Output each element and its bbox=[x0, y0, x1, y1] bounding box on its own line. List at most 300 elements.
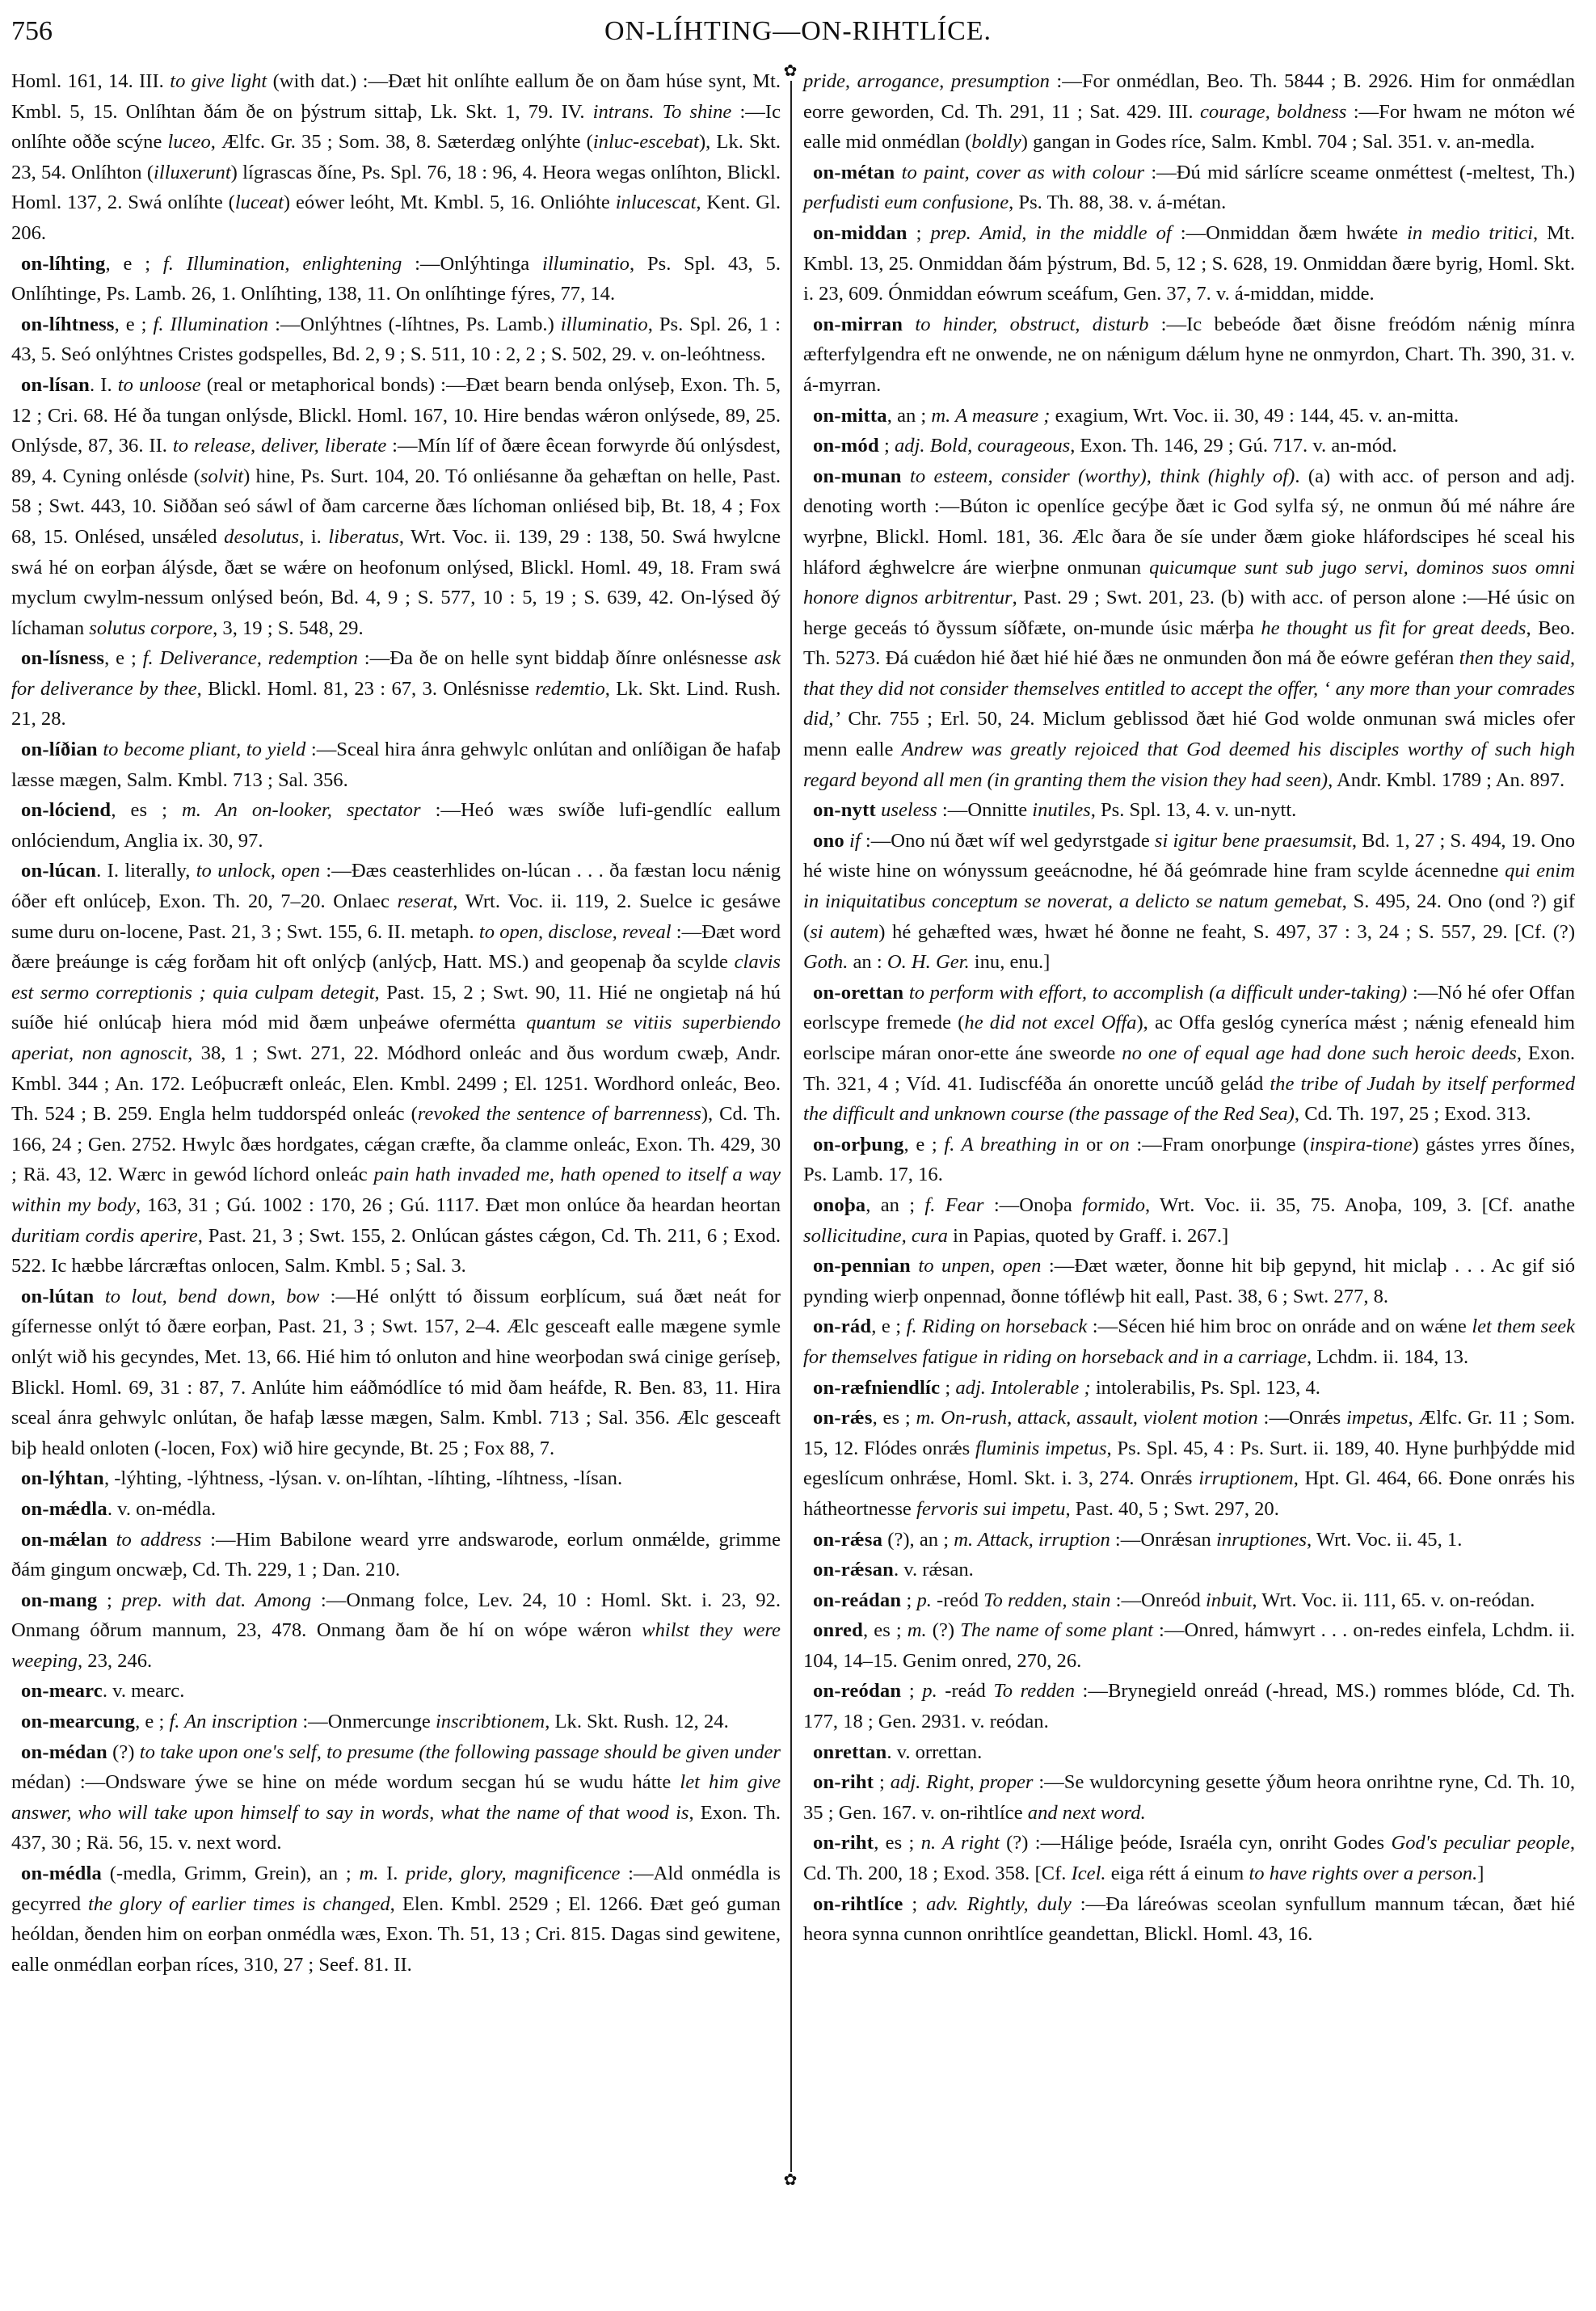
text: (?), an ; bbox=[882, 1528, 954, 1551]
text bbox=[895, 162, 901, 183]
text: ) lígrascas ðíne, Ps. Spl. 76, 18 : 96, 4. Heora wegas onlíhton, Blickl. Homl. 137, 2. Swá onlíhte ( bbox=[11, 161, 781, 214]
text: :—Ðæs ceasterhlides on-lúcan . . . ða fæstan locu nǽnig óðer eft onlúceþ, Exon. Th. 20, 7–20. Onlaec bbox=[11, 860, 781, 913]
headword: on-reádan bbox=[813, 1589, 902, 1611]
italic-text: to unpen, open bbox=[918, 1255, 1042, 1278]
text: :—For onmédlan, Beo. Th. 5844 ; B. 2926. Him for onmǽdlan eorre geworden, Cd. Th. 291, 11 ; Sat. 429. III. bbox=[803, 70, 1575, 123]
text: , Ps. Spl. 43, 5. Onlíhtinge, Ps. Lamb. 26, 1. Onlíhting, 138, 11. On onlíhtinge fýres, 77, 14. bbox=[11, 252, 781, 305]
text: ), Lk. Skt. 23, 54. Onlíhton ( bbox=[11, 131, 781, 183]
headword: onred bbox=[813, 1619, 864, 1642]
text: . v. on-médla. bbox=[107, 1497, 217, 1520]
text: :—Ono nú ðæt wíf wel gedyrstgade bbox=[860, 829, 1155, 852]
headword: ono bbox=[813, 829, 844, 852]
text bbox=[903, 982, 909, 1004]
italic-text: luceo bbox=[167, 131, 211, 154]
dictionary-entry bbox=[11, 1585, 781, 1677]
text: , Ps. Th. 88, 38. v. á-métan. bbox=[1009, 192, 1227, 214]
italic-text: he did not excel Offa bbox=[964, 1012, 1137, 1034]
text: :—Onmang folce, Lev. 24, 10 : Homl. Skt. i. 23, 92. Onmang óðrum mannum, 23, 478. Onmang ðam ðe hí on wópe wǽron bbox=[11, 1589, 781, 1642]
italic-text: to have rights over a person. bbox=[1249, 1863, 1478, 1885]
running-head: ON-LÍHTING—ON-RIHTLÍCE. bbox=[604, 16, 992, 46]
italic-text: f. Riding on horseback bbox=[906, 1315, 1088, 1338]
italic-text: fervoris sui impetu bbox=[916, 1497, 1066, 1520]
text: ) gangan in Godes ríce, Salm. Kmbl. 704 ; Sal. 351. v. an-medla. bbox=[1021, 131, 1535, 154]
text: :—Fram onorþunge ( bbox=[1129, 1133, 1310, 1156]
text: :—Onrǽsan bbox=[1110, 1528, 1216, 1551]
headword: on-mǽdla bbox=[21, 1497, 107, 1520]
dictionary-entry bbox=[11, 643, 781, 735]
italic-text: to perform with effort, to accomplish (a difficult under-taking) bbox=[908, 981, 1408, 1004]
headword: on-middan bbox=[813, 221, 907, 244]
italic-text: to lout, bend down, bow bbox=[104, 1285, 320, 1307]
headword: on-mearc bbox=[21, 1680, 103, 1703]
text: , an ; bbox=[886, 404, 932, 427]
text: :—Onrǽs bbox=[1257, 1407, 1346, 1429]
text: , Lk. Skt. Rush. 12, 24. bbox=[545, 1711, 729, 1733]
dictionary-entry bbox=[11, 249, 781, 309]
italic-text: no one of equal age had done such heroic deeds bbox=[1122, 1042, 1517, 1064]
italic-text: to unloose bbox=[117, 373, 201, 396]
dictionary-entry bbox=[803, 1767, 1575, 1828]
italic-text: let them seek for themselves fatigue in riding on horseback and in a carriage bbox=[803, 1315, 1575, 1368]
text: :—Onoþa bbox=[983, 1193, 1083, 1216]
dictionary-entry bbox=[11, 1676, 781, 1707]
text: , Wrt. Voc. ii. 45, 1. bbox=[1306, 1528, 1463, 1551]
headword: on-mearcung bbox=[21, 1711, 136, 1733]
text: -reód bbox=[931, 1589, 984, 1611]
headword: on-médla bbox=[21, 1863, 102, 1885]
text: :—Ða ðe on helle synt biddaþ ðínre onlésnesse bbox=[357, 647, 755, 670]
headword: on-riht bbox=[813, 1771, 874, 1794]
text: intolerabilis, Ps. Spl. 123, 4. bbox=[1090, 1376, 1320, 1399]
dictionary-entry bbox=[11, 735, 781, 795]
italic-text: revoked the sentence of barrenness bbox=[417, 1103, 701, 1126]
text: -reád bbox=[937, 1680, 994, 1703]
text: , Exon. Th. 146, 29 ; Gú. 717. v. an-mód. bbox=[1070, 435, 1397, 457]
text: , 38, 1 ; Swt. 271, 22. Módhord onleác and ðus wordum cwæþ, Andr. Kmbl. 344 ; An. 172. Leóþucræft onleác, Elen. Kmbl. 2499 ; El. 1251. Wordhord onleác, Beo. Th. 524 ; B. 259. Engla helm tuddorspéd onleác ( bbox=[11, 1042, 781, 1126]
italic-text: desolutus bbox=[224, 525, 300, 548]
italic-text: illuxerunt bbox=[154, 161, 231, 183]
italic-text: The name of some plant bbox=[960, 1619, 1153, 1642]
dictionary-entry bbox=[803, 431, 1575, 461]
italic-text: m. A measure ; bbox=[931, 404, 1051, 427]
text: (?) bbox=[926, 1619, 961, 1642]
text: Homl. 161, 14. III. bbox=[11, 70, 171, 92]
italic-text: inspira-tione bbox=[1309, 1133, 1413, 1156]
italic-text: adj. Bold, courageous bbox=[894, 435, 1071, 457]
dictionary-entry bbox=[803, 158, 1575, 218]
text: , Andr. Kmbl. 1789 ; An. 897. bbox=[1328, 768, 1565, 791]
italic-text: sollicitudine, cura bbox=[803, 1224, 948, 1247]
italic-text: m. bbox=[359, 1863, 379, 1885]
italic-text: courage, boldness bbox=[1199, 100, 1347, 123]
text: , Blickl. Homl. 81, 23 : 67, 3. Onlésnisse bbox=[196, 677, 536, 700]
text: médan) :—Ondsware ýwe se hine on méde wordum secgan hú se wudu hátte bbox=[11, 1771, 680, 1794]
dictionary-entry bbox=[803, 1311, 1575, 1372]
text: (real or metaphorical bonds) :—Ðæt bearn benda onlýseþ, Exon. Th. 5, 12 ; Cri. 68. Hé ða tungan onlýsde, Blickl. Homl. 167, 10. Hire bendas wǽron onlýsede, 89, 25. Onlýsde, 87, 36. II. bbox=[11, 373, 781, 457]
dictionary-entry bbox=[803, 1737, 1575, 1768]
text: ; bbox=[907, 221, 931, 244]
text: , Cd. Th. 197, 25 ; Exod. 313. bbox=[1294, 1103, 1531, 1126]
dictionary-entry bbox=[11, 1525, 781, 1585]
headword: on-rǽsa bbox=[813, 1528, 883, 1551]
italic-text: pride, arrogance, presumption bbox=[803, 70, 1050, 92]
headword: on-lísness bbox=[21, 647, 105, 670]
dictionary-entry bbox=[11, 370, 781, 643]
page-number: 756 bbox=[11, 16, 53, 46]
headword: on-lóciend bbox=[21, 799, 112, 822]
dictionary-entry bbox=[803, 1828, 1575, 1888]
text: , es ; bbox=[863, 1619, 907, 1642]
italic-text: to open, disclose, reveal bbox=[478, 920, 672, 943]
text: , 23, 246. bbox=[77, 1649, 153, 1672]
italic-text: redemtio bbox=[535, 677, 605, 700]
text: , Mt. Kmbl. 13, 25. Onmiddan ðám þýstrum, Bd. 5, 12 ; S. 628, 19. Onmiddan ðære byrig, Homl. Skt. i. 23, 609. Ónmiddan eówrum sceáfum, Gen. 37, 7. v. á-middan, midde. bbox=[803, 221, 1575, 305]
text: :—Sécen hié him broc on onráde and on wǽne bbox=[1087, 1315, 1472, 1338]
text: , Wrt. Voc. ii. 35, 75. Anoþa, 109, 3. [Cf. anathe bbox=[1145, 1193, 1576, 1216]
dictionary-entry bbox=[803, 1251, 1575, 1311]
italic-text: and next word. bbox=[1027, 1801, 1146, 1824]
italic-text: intrans. To shine bbox=[592, 100, 732, 123]
italic-text: God's peculiar people bbox=[1391, 1832, 1570, 1854]
text: , Elen. Kmbl. 2529 ; El. 1266. Ðæt geó guman heóldan, ðenden him on eorþan onmédla wæs, Exon. Th. 51, 13 ; Cri. 815. Dagas sind gewitene, ealle onmédlan eorþan ríces, 310, 27 ; Seef. 81. II. bbox=[11, 1892, 781, 1976]
headword: on-mód bbox=[813, 435, 879, 457]
italic-text: clavis est sermo correptionis ; quia culpam detegit bbox=[11, 951, 781, 1004]
headword: onoþa bbox=[813, 1193, 866, 1216]
text: , e ; bbox=[871, 1315, 907, 1338]
text: :—Hé onlýtt tó ðissum eorþlícum, suá ðæt neát for gífernesse onlýt tó ðære eorþan, Past. 21, 3 ; Swt. 157, 2–4. Ælc gesceaft ealle mægene symle onlýt wið his gecyndes, Met. 13, 66. Hié him tó onluton and hine weorþodan swá cinige geríseþ, Blickl. Homl. 69, 31 : 87, 7. Anlúte him eáðmódlíce tó mid ðam heáfde, R. Ben. 83, 11. Hira sceal ánra gehwylc onlútan, ðe hafaþ læsse mægen, Salm. Kmbl. 713 ; Sal. 356. Ælc gesceaft biþ heald onloten (-locen, Fox) wið hire gecynde, Bt. 25 ; Fox 88, 7. bbox=[11, 1285, 781, 1459]
text: ; bbox=[903, 1892, 927, 1915]
text: , e ; bbox=[135, 1711, 170, 1733]
text: :—Onnitte bbox=[937, 799, 1033, 822]
text: (with dat.) :—Ðæt hit onlíhte eallum ðe on ðam húse synt, Mt. Kmbl. 5, 15. Onlíhtan ðám ðe on þýstrum sittaþ, Lk. Skt. 1, 79. IV. bbox=[11, 70, 781, 123]
text: . v. rǽsan. bbox=[894, 1559, 974, 1581]
text: or bbox=[1079, 1133, 1110, 1156]
headword: on-líhtness bbox=[21, 313, 115, 335]
text: exagium, Wrt. Voc. ii. 30, 49 : 144, 45. v. an-mitta. bbox=[1050, 404, 1459, 427]
italic-text: useless bbox=[881, 799, 937, 822]
text: :—Se wuldorcyning gesette ýðum heora onrihtne ryne, Cd. Th. 10, 35 ; Gen. 167. v. on-rihtlíce bbox=[803, 1771, 1575, 1824]
text: :—Ðú mid sárlícre sceame onméttest (-meltest, Th.) bbox=[1144, 161, 1575, 183]
dictionary-entry bbox=[803, 309, 1575, 401]
headword: on-munan bbox=[813, 465, 902, 487]
italic-text: to become pliant, to yield bbox=[103, 739, 306, 761]
italic-text: to address bbox=[116, 1528, 202, 1551]
italic-text: inruptiones bbox=[1215, 1528, 1307, 1551]
column-divider bbox=[790, 81, 792, 2174]
text: :—Onred, hámwyrt . . . on-redes einfela, Lchdm. ii. 104, 14–15. Genim onred, 270, 26. bbox=[803, 1619, 1575, 1672]
text: , e ; bbox=[105, 252, 163, 275]
italic-text: si autem bbox=[810, 920, 879, 943]
text: , Past. 21, 3 ; Swt. 155, 2. Onlúcan gástes cǽgon, Cd. Th. 211, 6 ; Exod. 522. Ic hæbbe lárcræftas onlocen, Salm. Kmbl. 5 ; Sal. 3. bbox=[11, 1224, 781, 1278]
text: , e ; bbox=[903, 1133, 945, 1156]
text: . I. literally, bbox=[96, 860, 196, 882]
text: :—Him Babilone weard yrre andswarode, eorlum onmǽlde, grimme ðám gingum oncwæþ, Cd. Th. 229, 1 ; Dan. 210. bbox=[11, 1528, 781, 1581]
text: , Lk. Skt. Lind. Rush. 21, 28. bbox=[11, 677, 781, 730]
italic-text: prep. Amid, in the middle of bbox=[930, 221, 1172, 244]
text: ) gástes yrres ðínes, Ps. Lamb. 17, 16. bbox=[803, 1133, 1576, 1186]
text: , es ; bbox=[872, 1407, 916, 1429]
dictionary-entry bbox=[803, 1373, 1575, 1404]
italic-text: m. On-rush, attack, assault, violent motion bbox=[916, 1407, 1258, 1429]
italic-text: m. An on-looker, spectator bbox=[181, 799, 421, 822]
dictionary-entry bbox=[803, 1190, 1575, 1251]
headword: on-ræfniendlíc bbox=[813, 1376, 941, 1399]
italic-text: illuminatio bbox=[542, 252, 630, 275]
dictionary-entry bbox=[803, 978, 1575, 1130]
italic-text: si igitur bene praesumsit bbox=[1154, 829, 1352, 852]
text: , Kent. Gl. 206. bbox=[11, 192, 781, 244]
italic-text: To redden, stain bbox=[983, 1589, 1111, 1611]
headword: on-lýhtan bbox=[21, 1467, 104, 1490]
headword: onrettan bbox=[813, 1741, 887, 1763]
text: ) hé gehæfted wæs, hwæt hé ðonne ne feaht, S. 497, 37 : 3, 24 ; S. 557, 29. [Cf. (?) bbox=[878, 920, 1576, 943]
column-right bbox=[803, 66, 1575, 1950]
text: , Lchdm. ii. 184, 13. bbox=[1306, 1345, 1469, 1368]
text: , Ps. Spl. 13, 4. v. un-nytt. bbox=[1090, 799, 1297, 822]
italic-text: to unlock, open bbox=[196, 860, 321, 882]
headword: on-mitta bbox=[813, 404, 887, 427]
dictionary-entry bbox=[11, 1737, 781, 1858]
headword: on-rǽs bbox=[813, 1407, 873, 1429]
text: ; bbox=[874, 1771, 891, 1794]
text: eiga rétt á einum bbox=[1105, 1863, 1249, 1885]
text: . v. orrettan. bbox=[886, 1741, 983, 1763]
text: . I. bbox=[89, 373, 118, 396]
dictionary-entry bbox=[11, 795, 781, 856]
headword: on-lútan bbox=[21, 1285, 95, 1307]
italic-text: adj. Intolerable ; bbox=[955, 1376, 1091, 1399]
headword: on-riht bbox=[813, 1832, 874, 1854]
text bbox=[107, 1529, 116, 1551]
text: :—Mín líf of ðære êcean forwyrde ðú onlýsdest, 89, 4. Cyning onlésde ( bbox=[11, 435, 781, 487]
italic-text: in medio tritici bbox=[1407, 221, 1533, 244]
italic-text: m. Attack, irruption bbox=[954, 1528, 1110, 1551]
italic-text: formido bbox=[1082, 1193, 1146, 1216]
text: , S. 495, 24. Ono (ond ?) gif ( bbox=[803, 890, 1576, 943]
text: ) eówer leóht, Mt. Kmbl. 5, 16. Onlióhte bbox=[283, 192, 616, 214]
text: , Past. 40, 5 ; Swt. 297, 20. bbox=[1065, 1497, 1279, 1520]
headword: on-reódan bbox=[813, 1680, 902, 1703]
dictionary-entry bbox=[803, 1403, 1575, 1524]
italic-text: Goth. bbox=[803, 951, 849, 974]
italic-text: illuminatio bbox=[560, 313, 648, 335]
italic-text: to paint, cover as with colour bbox=[901, 161, 1145, 183]
italic-text: prep. with dat. Among bbox=[121, 1589, 312, 1611]
fleuron-bottom-icon: ✿ bbox=[783, 2171, 798, 2189]
text: ; bbox=[940, 1376, 956, 1399]
italic-text: luceat bbox=[234, 192, 284, 214]
headword: on-orettan bbox=[813, 981, 904, 1004]
headword: on-orþung bbox=[813, 1133, 904, 1156]
italic-text: on bbox=[1110, 1133, 1130, 1156]
headword: on-nytt bbox=[813, 799, 876, 822]
dictionary-entry bbox=[11, 1282, 781, 1464]
text: I. bbox=[378, 1863, 406, 1885]
text: , -lýhting, -lýhtness, -lýsan. v. on-líhtan, -líhting, -líhtness, -lísan. bbox=[103, 1467, 623, 1490]
italic-text: to take upon one's self, to presume (the following passage should be given under bbox=[139, 1741, 781, 1763]
text: :—Ic bebeóde ðæt ðisne freódóm nǽnig mínra æfterfylgendra eft ne onwende, ne on nǽnigum dǽlum hyne ne onmyrdon, Chart. Th. 390, 31. v. á-myrran. bbox=[803, 313, 1576, 396]
dictionary-entry bbox=[803, 461, 1575, 796]
text bbox=[903, 314, 915, 335]
italic-text: reserat bbox=[397, 890, 453, 913]
italic-text: f. Illumination, enlightening bbox=[162, 252, 402, 275]
text: (?) :—Hálige þeóde, Israéla cyn, onriht Godes bbox=[999, 1832, 1392, 1854]
italic-text: fluminis impetus bbox=[975, 1437, 1107, 1459]
text: :—Onreód bbox=[1110, 1589, 1206, 1611]
headword: on-líðian bbox=[21, 739, 98, 761]
italic-text: solvit bbox=[200, 465, 244, 487]
italic-text: solutus corpore bbox=[89, 617, 213, 639]
text: , Bd. 1, 27 ; S. 494, 19. Ono hé wiste hine on wónyssum geeácnodne, hé ðá geómrade hine fram scylde ácennedne bbox=[803, 829, 1575, 882]
dictionary-entry bbox=[803, 1889, 1575, 1950]
italic-text: perfudisti eum confusione bbox=[803, 192, 1009, 214]
text bbox=[911, 1255, 918, 1277]
text: . (a) with acc. of person and adj. denoting worth :—Búton ic openlíce gecýþe ðæt ic God sylfa sý, ne onmun ðú mé náhre áre wyrþne, Blickl. Homl. 181, 36. Ælc ðara ðe síe under ðæm gioke hláfordscipes hé sceal his hláford ǽghwelcre áre wierþne onmunan bbox=[803, 465, 1575, 579]
entry-continuation bbox=[11, 66, 781, 249]
text: ] bbox=[1477, 1863, 1484, 1885]
headword: on-mirran bbox=[813, 313, 903, 335]
text: , Wrt. Voc. ii. 119, 2. Suelce ic gesáwe sume duru on-locene, Past. 21, 3 ; Swt. 155, 6. II. metaph. bbox=[11, 890, 781, 943]
text: :—Onlýhtnes (-líhtnes, Ps. Lamb.) bbox=[268, 313, 561, 335]
text: ), ac Offa geslóg cyneríca mǽst ; nǽnig efeneald him eorlscipe máran onor-ette áne sweorde bbox=[803, 1012, 1575, 1064]
italic-text: if bbox=[849, 829, 861, 852]
italic-text: O. H. Ger. bbox=[886, 951, 970, 974]
text: :—Ald onmédla is gecyrred bbox=[11, 1863, 781, 1915]
italic-text: p. bbox=[922, 1680, 937, 1703]
text: , Ps. Spl. 45, 4 : Ps. Surt. ii. 189, 40. Hyne þurhþýdde mid egeslícum onhrǽse, Homl. Skt. i. 3, 274. Onrǽs bbox=[803, 1437, 1575, 1490]
text: :—Ðæt wæter, ðonne hit biþ gepynd, hit miclaþ . . . Ac gif sió pynding wierþ onpennad, ðonne tófléwþ hit eall, Past. 38, 6 ; Swt. 277, 8. bbox=[803, 1255, 1576, 1307]
dictionary-entry bbox=[803, 1130, 1575, 1190]
italic-text: inlucescat bbox=[615, 192, 697, 214]
text: ; bbox=[901, 1589, 917, 1611]
italic-text: inutiles bbox=[1032, 799, 1091, 822]
text: :—For hwam ne móton wé ealle mid onmédlan ( bbox=[803, 100, 1575, 154]
text: ; bbox=[901, 1680, 923, 1703]
italic-text: let him give answer, who will take upon himself to say in words, what the name of that wood is bbox=[11, 1771, 781, 1824]
headword: on-líhting bbox=[21, 252, 106, 275]
text: ) hine, Ps. Surt. 104, 20. Tó onliésanne ða gehæftan on helle, Past. 58 ; Swt. 443, 10. Siððan seó sáwl of ðam carcerne ðæs líchoman onliésed biþ, Bt. 18, 4 ; Fox 68, 15. Onlésed, unsǽled bbox=[11, 465, 781, 548]
italic-text: f. Deliverance, redemption bbox=[142, 647, 358, 670]
italic-text: pride, glory, magnificence bbox=[406, 1863, 621, 1885]
text: :—Heó wæs swíðe lufi-gendlíc eallum onlóciendum, Anglia ix. 30, 97. bbox=[11, 799, 781, 852]
text: ; bbox=[878, 435, 895, 457]
italic-text: he thought us fit for great deeds bbox=[1261, 617, 1527, 639]
italic-text: f. An inscription bbox=[169, 1711, 298, 1733]
italic-text: the tribe of Judah by itself performed the difficult and unknown course (the passage of the Red Sea) bbox=[803, 1072, 1575, 1126]
italic-text: To redden bbox=[993, 1680, 1075, 1703]
italic-text: inscribtionem bbox=[435, 1711, 545, 1733]
italic-text: qui enim in iniquitatibus conceptum se noverat, a delicto se natum gemebat bbox=[803, 860, 1575, 913]
text: , Ps. Spl. 26, 1 : 43, 5. Seó onlýhtnes Cristes godspelles, Bd. 2, 9 ; S. 511, 10 : 2, 2 ; S. 502, 29. v. on-leóhtness. bbox=[11, 313, 781, 366]
text: :—Ðæt word ðære þreáunge is cǽg forðam hit oft onlýcþ (anlýcþ, Hatt. MS.) and geopenaþ ða scylde bbox=[11, 920, 781, 974]
page-header bbox=[11, 11, 1585, 60]
italic-text: quicumque sunt sub jugo servi, dominos suos omni honore dignos arbitrentur bbox=[803, 556, 1575, 609]
fleuron-top-icon: ✿ bbox=[783, 62, 798, 80]
dictionary-entry bbox=[11, 1463, 781, 1494]
dictionary-entry bbox=[11, 1494, 781, 1525]
text: , Ælfc. Gr. 11 ; Som. 15, 12. Flódes onrǽs bbox=[803, 1407, 1575, 1459]
text: , Past. 29 ; Swt. 201, 23. (b) with acc. of person alone :—Hé úsic on herge geceás tó ðyssum síðfæte, on-munde úsic mǽrþa bbox=[803, 587, 1575, 639]
text bbox=[94, 1286, 104, 1307]
text: ), Cd. Th. 166, 24 ; Gen. 2752. Hwylc ðæs hordgates, cǽgan cræfte, ða clamme onleác, Exon. Th. 429, 30 ; Rä. 43, 12. Wærc in gewód líchord onleác bbox=[11, 1103, 781, 1186]
italic-text: m. bbox=[907, 1619, 927, 1642]
text: , Hpt. Gl. 464, 66. Ðone onrǽs his hátheortnesse bbox=[803, 1467, 1575, 1520]
column-left bbox=[11, 66, 781, 1980]
dictionary-entry bbox=[803, 795, 1575, 826]
dictionary-entry bbox=[803, 1525, 1575, 1555]
text: :—Onmercunge bbox=[297, 1711, 436, 1733]
text: (?) bbox=[107, 1741, 140, 1763]
italic-text: inluc-escebat bbox=[592, 131, 699, 154]
text: , Cd. Th. 200, 18 ; Exod. 358. [Cf. bbox=[803, 1832, 1575, 1885]
text: , Ælfc. Gr. 35 ; Som. 38, 8. Sæterdæg onlýhte ( bbox=[210, 131, 593, 154]
italic-text: boldly bbox=[971, 131, 1021, 154]
italic-text: quantum se vitiis superbiendo aperiat, non agnoscit bbox=[11, 1012, 781, 1064]
text: , es ; bbox=[111, 799, 182, 822]
text: ; bbox=[97, 1589, 122, 1611]
text bbox=[902, 465, 910, 487]
dictionary-entry bbox=[11, 856, 781, 1281]
text: , 3, 19 ; S. 548, 29. bbox=[213, 617, 364, 639]
italic-text: Icel. bbox=[1071, 1863, 1106, 1885]
text: :—Ic onlíhte oððe scýne bbox=[11, 100, 781, 154]
headword: on-médan bbox=[21, 1741, 107, 1763]
italic-text: impetus bbox=[1345, 1407, 1409, 1429]
italic-text: duritiam cordis aperire bbox=[11, 1224, 198, 1247]
italic-text: ask for deliverance by thee bbox=[11, 647, 781, 700]
text: an : bbox=[848, 951, 887, 974]
headword: on-lúcan bbox=[21, 860, 97, 882]
text: , an ; bbox=[865, 1193, 925, 1216]
italic-text: irruptionem bbox=[1198, 1467, 1294, 1490]
dictionary-entry bbox=[803, 1555, 1575, 1585]
italic-text: p. bbox=[916, 1589, 932, 1611]
text: , Beo. Th. 5273. Ðá cuǽdon hié ðæt hié hié ðæs ne onmunden ðon má ðe eówre geféran bbox=[803, 617, 1575, 670]
dictionary-entry bbox=[803, 401, 1575, 431]
italic-text: then they said, that they did not consider themselves entitled to accept the offer, ‘ any more than your comrades did,’ bbox=[803, 647, 1576, 730]
headword: on-mang bbox=[21, 1589, 98, 1611]
text: Chr. 755 ; Erl. 50, 24. Miclum geblissod ðæt hié God wolde onmunan swá micles ofer menn ealle bbox=[803, 708, 1575, 761]
dictionary-entry bbox=[803, 1585, 1575, 1616]
headword: on-pennian bbox=[813, 1255, 911, 1278]
italic-text: to hinder, obstruct, disturb bbox=[915, 313, 1149, 335]
headword: on-rihtlíce bbox=[813, 1892, 903, 1915]
italic-text: adj. Right, proper bbox=[890, 1771, 1034, 1794]
italic-text: f. A breathing in bbox=[944, 1133, 1080, 1156]
text: , 163, 31 ; Gú. 1002 : 170, 26 ; Gú. 1117. Ðæt mon onlúce ða heardan heortan bbox=[135, 1193, 781, 1216]
italic-text: to esteem, consider (worthy), think (highly of) bbox=[910, 465, 1295, 487]
italic-text: inbuit bbox=[1205, 1589, 1253, 1611]
text: , i. bbox=[299, 525, 329, 548]
italic-text: the glory of earlier times is changed bbox=[88, 1892, 390, 1915]
text: :—Sceal hira ánra gehwylc onlútan and onlíðigan ðe hafaþ læsse mægen, Salm. Kmbl. 713 ; Sal. 356. bbox=[11, 739, 781, 791]
italic-text: f. Illumination bbox=[153, 313, 269, 335]
headword: on-rád bbox=[813, 1315, 872, 1338]
text: :—Onmiddan ðæm hwǽte bbox=[1171, 221, 1408, 244]
dictionary-entry bbox=[11, 1707, 781, 1737]
entry-continuation bbox=[803, 66, 1575, 158]
italic-text: to release, deliver, liberate bbox=[172, 435, 387, 457]
text: (-medla, Grimm, Grein), an ; bbox=[101, 1863, 360, 1885]
text: :—Ða láreówas sceolan synfullum mannum tǽcan, ðæt hié heora synna cunnon onrihtlíce geandettan, Blickl. Homl. 43, 16. bbox=[803, 1892, 1575, 1946]
text: , Wrt. Voc. ii. 111, 65. v. on-reódan. bbox=[1252, 1589, 1535, 1611]
text: in Papias, quoted by Graff. i. 267.] bbox=[947, 1224, 1229, 1247]
text: , es ; bbox=[874, 1832, 921, 1854]
italic-text: to give light bbox=[170, 70, 267, 92]
headword: on-lísan bbox=[21, 373, 90, 396]
text: :—Nó hé ofer Offan eorlscype fremede ( bbox=[803, 981, 1575, 1034]
text: , e ; bbox=[104, 647, 143, 670]
